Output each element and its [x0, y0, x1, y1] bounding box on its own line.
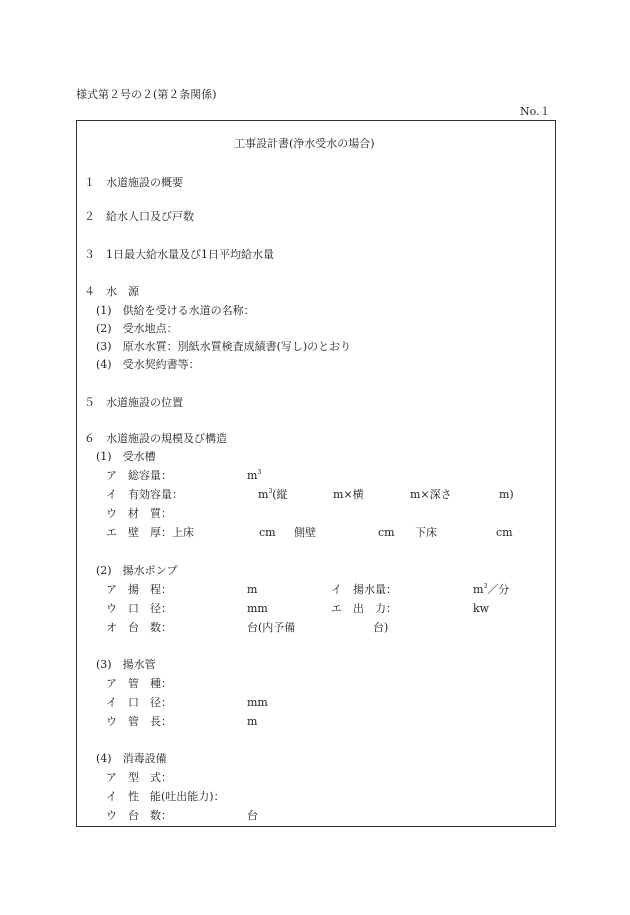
pump-bore-unit: mm	[247, 602, 268, 615]
section-4-item-3: (3) 原水水質：別紙水質検査成績書(写し)のとおり	[96, 340, 352, 353]
section-4-item-1: (1) 供給を受ける水道の名称：	[96, 304, 255, 317]
pump-count-unit: 台(内予備	[247, 621, 296, 634]
pump-count-label: オ 台 数：	[106, 621, 172, 634]
tank-effective-close: m)	[499, 488, 514, 501]
tank-effective-depth: m×深さ	[410, 488, 452, 501]
document-title: 工事設計書(浄水受水の場合)	[234, 137, 375, 150]
tank-effective-width: m×横	[333, 488, 364, 501]
pipe-length-unit: m	[247, 715, 258, 728]
section-2: ２ 給水人口及び戸数	[84, 210, 194, 223]
pump-head-unit: m	[247, 583, 258, 596]
pump-head-label: ア 揚 程：	[106, 583, 172, 596]
section-6-heading: ６ 水道施設の規模及び構造	[84, 432, 227, 445]
tank-heading: (1) 受水槽	[96, 450, 156, 463]
pump-flow-unit: $m^3/$分	[473, 583, 510, 596]
pipe-bore-label: イ 口 径：	[106, 696, 172, 709]
page-number: No.１	[520, 105, 551, 118]
pipe-type-label: ア 管 種：	[106, 677, 172, 690]
disinfect-heading: (4) 消毒設備	[96, 752, 167, 765]
tank-effective-unit: $m^3$(縦	[258, 488, 288, 501]
pump-output-label: エ 出 力：	[331, 602, 397, 615]
disinfect-performance-label: イ 性 能(吐出能力)：	[106, 790, 225, 803]
pump-bore-label: ウ 口 径：	[106, 602, 172, 615]
pipe-length-label: ウ 管 長：	[106, 715, 172, 728]
tank-total-label: ア 総容量：	[106, 469, 172, 482]
tank-bottom-floor-label: 下床	[415, 526, 437, 539]
tank-thickness-label: エ 壁 厚：上床	[106, 526, 194, 539]
pump-output-unit: kw	[473, 602, 490, 615]
form-number: 様式第２号の２(第２条関係)	[76, 88, 217, 101]
pipe-bore-unit: mm	[247, 696, 268, 709]
section-5: ５ 水道施設の位置	[84, 396, 183, 409]
disinfect-count-label: ウ 台 数：	[106, 809, 172, 822]
tank-material-label: ウ 材 質：	[106, 507, 172, 520]
disinfect-count-unit: 台	[247, 809, 258, 822]
section-1: １ 水道施設の概要	[84, 176, 183, 189]
pump-heading: (2) 揚水ポンプ	[96, 564, 178, 577]
section-4-item-4: (4) 受水契約書等：	[96, 358, 200, 371]
tank-effective-label: イ 有効容量：	[106, 488, 183, 501]
section-4-item-2: (2) 受水地点：	[96, 322, 178, 335]
pipe-heading: (3) 揚水管	[96, 658, 156, 671]
section-3: ３ 1日最大給水量及び1日平均給水量	[84, 248, 274, 261]
pump-count-close: 台)	[373, 621, 389, 634]
tank-total-unit: $m^3$	[247, 469, 262, 482]
disinfect-type-label: ア 型 式：	[106, 771, 172, 784]
tank-top-floor-unit: cm	[259, 526, 276, 539]
tank-bottom-floor-unit: cm	[496, 526, 513, 539]
tank-side-wall-unit: cm	[378, 526, 395, 539]
pump-flow-label: イ 揚水量：	[331, 583, 397, 596]
section-4-heading: ４ 水 源	[84, 285, 139, 298]
tank-side-wall-label: 側壁	[294, 526, 316, 539]
